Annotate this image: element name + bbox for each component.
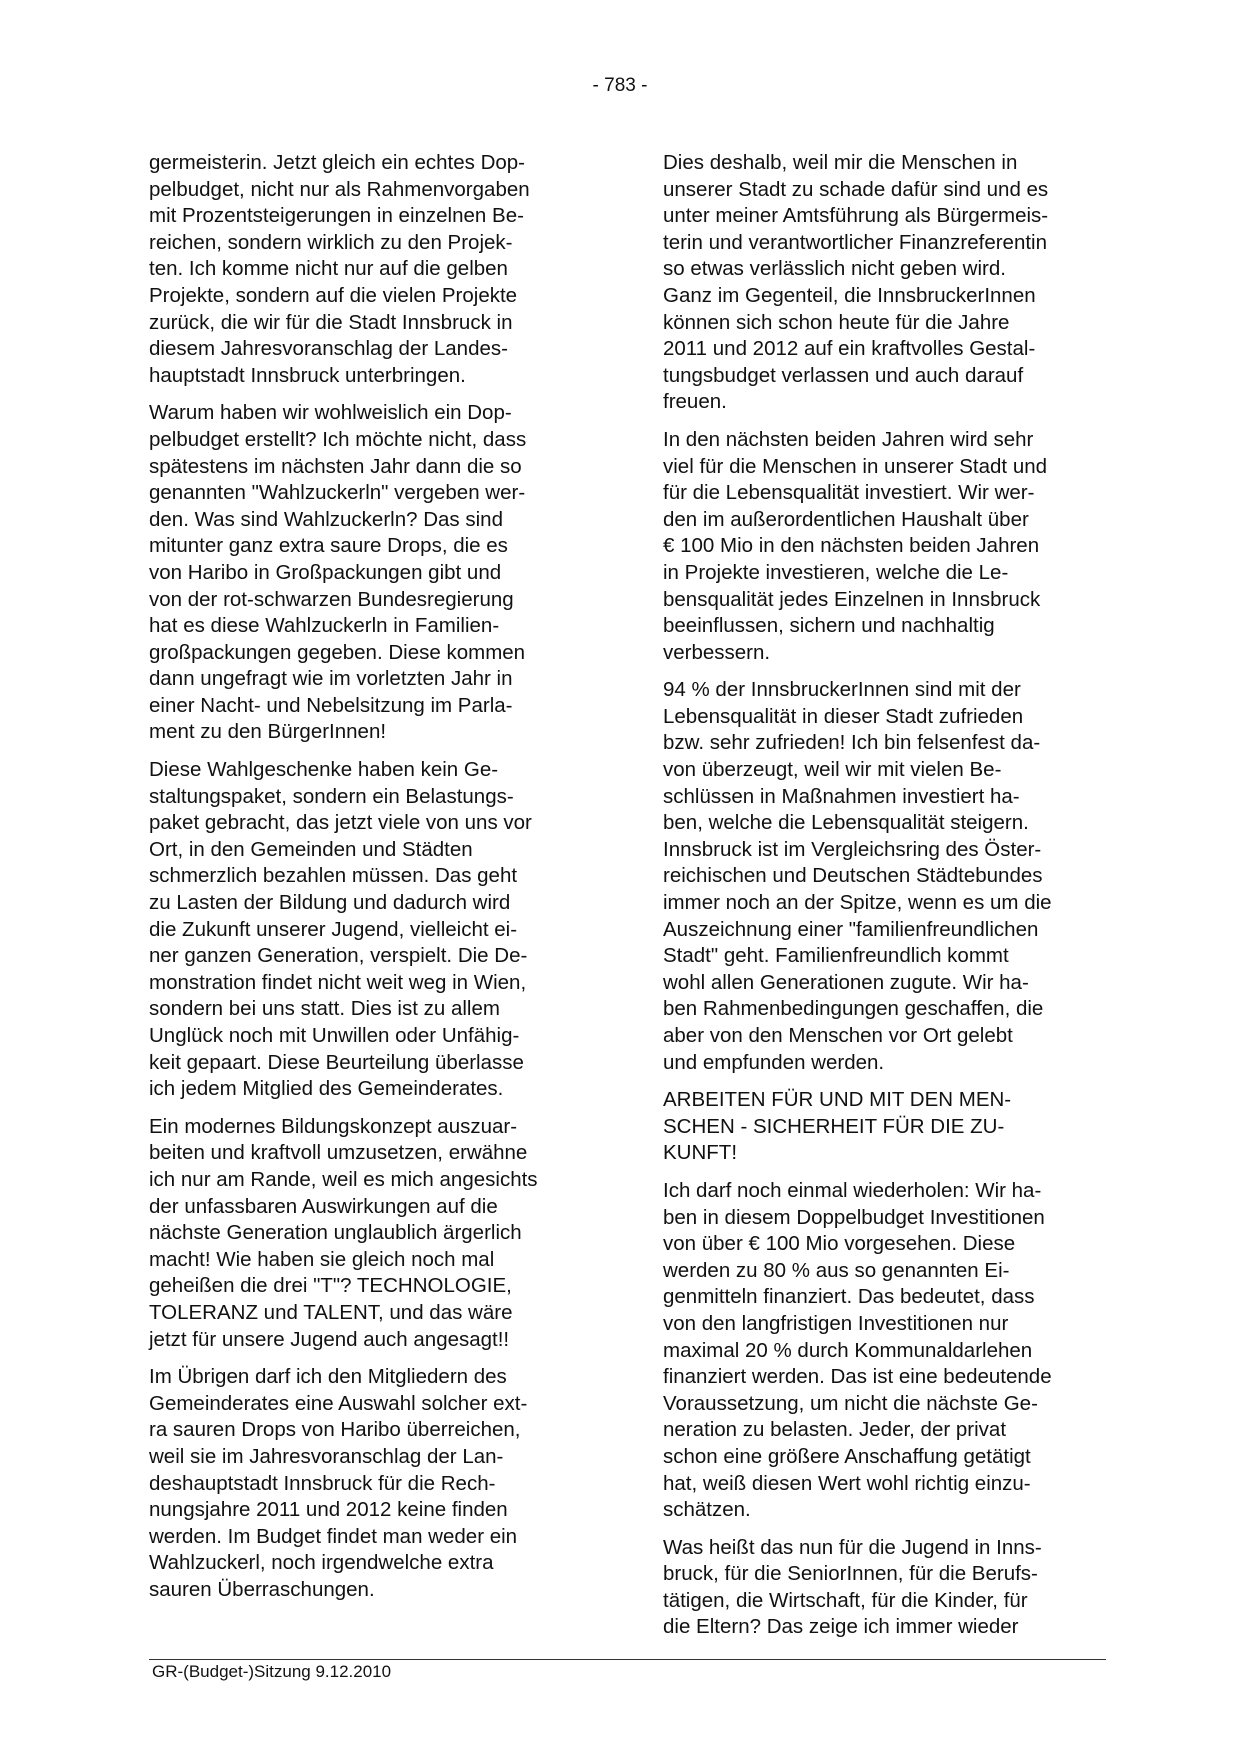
left-column	[149, 150, 599, 1614]
paragraph: 94 % der InnsbruckerInnen sind mit der Lebensqualität in dieser Stadt zufrieden bzw. sehr zufrieden! Ich bin felsenfest da- von überzeugt, weil wir mit vielen Be- schlüssen in Maßnahmen investiert ha- ben, welche die Lebensqualität steigern. Innsbruck ist im Vergleichsring des Öster- reichischen und Deutschen Städtebundes immer noch an der Spitze, wenn es um die Auszeichnung einer "familienfreundlichen Stadt" geht. Familienfreundlich kommt wohl allen Generationen zugute. Wir ha- ben Rahmenbedingungen geschaffen, die aber von den Menschen vor Ort gelebt und empfunden werden.	[663, 678, 1052, 1074]
paragraph: Dies deshalb, weil mir die Menschen in unserer Stadt zu schade dafür sind und es unter meiner Amtsführung als Bürgermeis- terin und verantwortlicher Finanzreferentin so etwas verlässlich nicht geben wird. Ganz im Gegenteil, die InnsbruckerInnen können sich schon heute für die Jahre 2011 und 2012 auf ein kraftvolles Gestal- tungsbudget verlassen und auch darauf freuen.	[663, 151, 1049, 414]
footer-text: GR-(Budget-)Sitzung 9.12.2010	[152, 1662, 392, 1681]
paragraph: Diese Wahlgeschenke haben kein Ge- staltungspaket, sondern ein Belastungs- paket gebracht, das jetzt viele von uns vor Ort, in den Gemeinden und Städten schmerzlich bezahlen müssen. Das geht zu Lasten der Bildung und dadurch wird die Zukunft unserer Jugend, vielleicht ei- ner ganzen Generation, verspielt. Die De- monstration findet nicht weit weg in Wien, sondern bei uns statt. Dies ist zu allem Unglück noch mit Unwillen oder Unfähig- keit gepaart. Diese Beurteilung überlasse ich jedem Mitglied des Gemeinderates.	[149, 758, 532, 1101]
page-number: - 783 -	[592, 75, 648, 96]
section-heading: ARBEITEN FÜR UND MIT DEN MEN- SCHEN - SICHERHEIT FÜR DIE ZU- KUNFT!	[663, 1088, 1012, 1165]
paragraph: Ich darf noch einmal wiederholen: Wir ha- ben in diesem Doppelbudget Investitionen von über € 100 Mio vorgesehen. Diese werden zu 80 % aus so genannten Ei- genmitteln finanziert. Das bedeutet, dass von den langfristigen Investitionen nur maximal 20 % durch Kommunaldarlehen finanziert werden. Das ist eine bedeutende Voraussetzung, um nicht die nächste Ge- neration zu belasten. Jeder, der privat schon eine größere Anschaffung getätigt hat, weiß diesen Wert wohl richtig einzu- schätzen.	[663, 1178, 1052, 1522]
paragraph: Im Übrigen darf ich den Mitgliedern des Gemeinderates eine Auswahl solcher ext- ra sauren Drops von Haribo überreichen, weil sie im Jahresvoranschlag der Lan- deshauptstadt Innsbruck für die Rech- nungsjahre 2011 und 2012 keine finden werden. Im Budget findet man weder ein Wahlzuckerl, noch irgendwelche extra sauren Überraschungen.	[149, 1365, 528, 1601]
paragraph: germeisterin. Jetzt gleich ein echtes Dop- pelbudget, nicht nur als Rahmenvorgaben mit Prozentsteigerungen in einzelnen Be- reichen, sondern wirklich zu den Projek- ten. Ich komme nicht nur auf die gelben Projekte, sondern auf die vielen Projekte zurück, die wir für die Stadt Innsbruck in diesem Jahresvoranschlag der Landes- hauptstadt Innsbruck unterbringen.	[149, 151, 530, 387]
paragraph: Was heißt das nun für die Jugend in Inns- bruck, für die SeniorInnen, für die Berufs- tätigen, die Wirtschaft, für die Kinder, für die Eltern? Das zeige ich immer wieder	[663, 1535, 1042, 1639]
paragraph: Ein modernes Bildungskonzept auszuar- beiten und kraftvoll umzusetzen, erwähne ich nur am Rande, weil es mich angesichts der unfassbaren Auswirkungen auf die nächste Generation unglaublich ärgerlich macht! Wie haben sie gleich noch mal geheißen die drei "T"? TECHNOLOGIE, TOLERANZ und TALENT, und das wäre jetzt für unsere Jugend auch angesagt!!	[149, 1114, 538, 1351]
paragraph: Warum haben wir wohlweislich ein Dop- pelbudget erstellt? Ich möchte nicht, dass spätestens im nächsten Jahr dann die so genannten "Wahlzuckerln" vergeben wer- den. Was sind Wahlzuckerln? Das sind mitunter ganz extra saure Drops, die es von Haribo in Großpackungen gibt und von der rot-schwarzen Bundesregierung hat es diese Wahlzuckerln in Familien- großpackungen gegeben. Diese kommen dann ungefragt wie im vorletzten Jahr in einer Nacht- und Nebelsitzung im Parla- ment zu den BürgerInnen!	[149, 401, 527, 744]
right-column	[663, 150, 1113, 1652]
footer-divider	[149, 1659, 1106, 1660]
paragraph: In den nächsten beiden Jahren wird sehr viel für die Menschen in unserer Stadt und für die Lebensqualität investiert. Wir wer- den im außerordentlichen Haushalt über € 100 Mio in den nächsten beiden Jahren in Projekte investieren, welche die Le- bensqualität jedes Einzelnen in Innsbruck beeinflussen, sichern und nachhaltig verbessern.	[663, 427, 1048, 664]
